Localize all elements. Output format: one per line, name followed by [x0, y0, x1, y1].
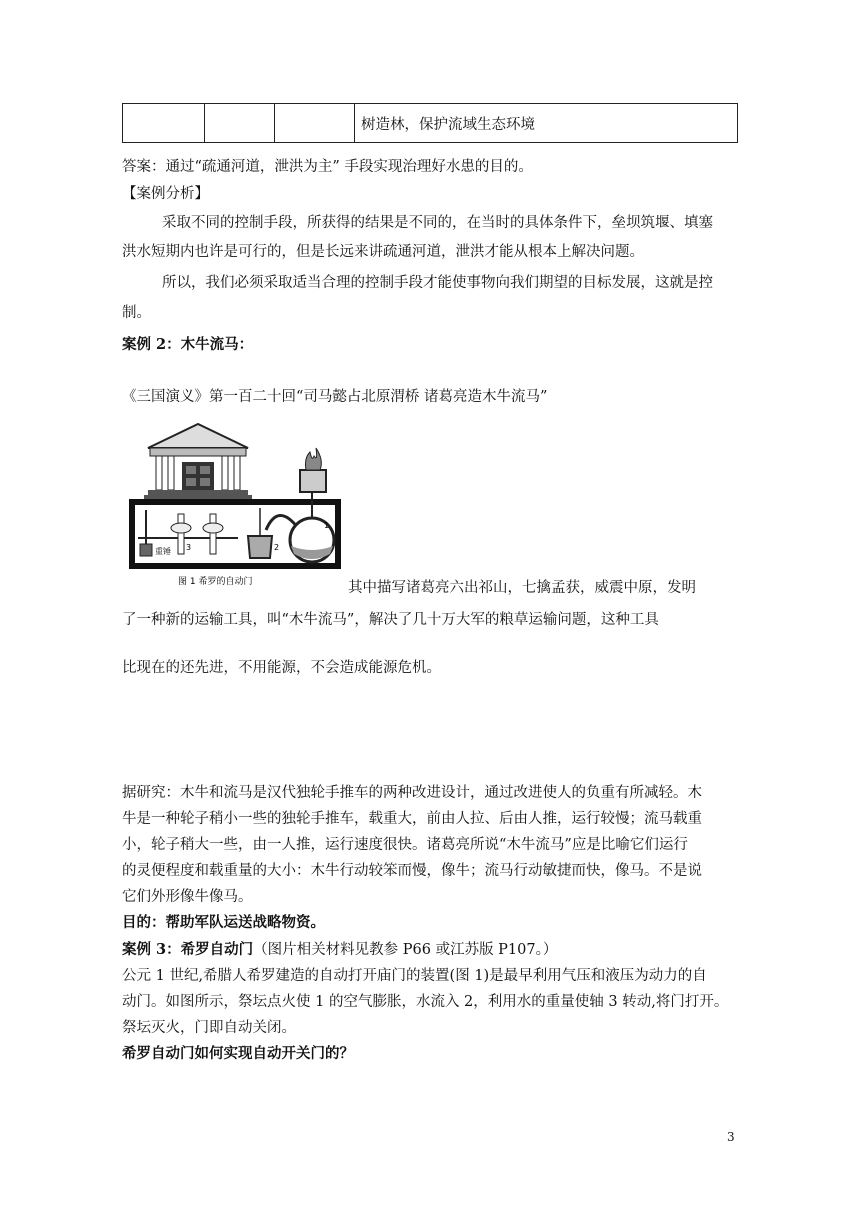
case3-line: 公元 1 世纪,希腊人希罗建造的自动打开庙门的装置(图 1)是最早利用气压和液压为动力的自 — [122, 968, 707, 984]
case3-line: 动门。如图所示，祭坛点火使 1 的空气膨胀，水流入 2，利用水的重量使轴 3 转动,将门打开。 — [122, 994, 729, 1010]
paragraph-line: 洪水短期内也许是可行的，但是长远来讲疏通河道，泄洪才能从根本上解决问题。 — [122, 244, 644, 260]
label-weight: 重锤 — [155, 547, 171, 556]
paragraph-line: 所以，我们必须采取适当合理的控制手段才能使事物向我们期望的目标发展，这就是控 — [162, 275, 713, 291]
label-3: 3 — [186, 543, 192, 552]
page-number: 3 — [727, 1130, 735, 1144]
case3-line: 祭坛灭火，门即自动关闭。 — [122, 1020, 296, 1036]
case3-heading — [122, 939, 557, 961]
case3-question: 希罗自动门如何实现自动开关门的？ — [122, 1045, 354, 1062]
paragraph-line: 了一种新的运输工具，叫“木牛流马”，解决了几十万大军的粮草运输问题，这种工具 — [122, 612, 659, 628]
research-line: 的灵便程度和载重量的大小：木牛行动较笨而慢，像牛；流马行动敏捷而快，像马。不是说 — [122, 863, 702, 879]
table-cell-empty — [123, 104, 205, 143]
continuation-table — [122, 103, 738, 143]
label-1: 1 — [324, 521, 330, 530]
case2-heading: 案例 2：木牛流马： — [122, 336, 254, 353]
table-cell-empty — [275, 104, 355, 143]
hero-automatic-door-figure — [128, 418, 342, 588]
research-line: 牛是一种轮子稍小一些的独轮手推车，载重大，前由人拉、后由人推，运行较慢；流马载重 — [122, 811, 702, 827]
case-analysis-heading: 【案例分析】 — [122, 186, 209, 202]
figure-caption: 图 1 希罗的自动门 — [178, 577, 253, 587]
purpose-line: 目的：帮助军队运送战略物资。 — [122, 914, 325, 931]
research-line: 据研究：木牛和流马是汉代独轮手推车的两种改进设计，通过改进使人的负重有所减轻。木 — [122, 785, 702, 801]
answer-line: 答案：通过“疏通河道，泄洪为主” 手段实现治理好水患的目的。 — [122, 159, 533, 175]
label-2: 2 — [274, 543, 280, 552]
research-line: 小，轮子稍大一些，由一人推，运行速度很快。诸葛亮所说“木牛流马”应是比喻它们运行 — [122, 837, 688, 853]
table-cell-measures: 树造林，保护流域生态环境 — [355, 104, 738, 143]
paragraph-line: 比现在的还先进，不用能源，不会造成能源危机。 — [122, 660, 441, 676]
hero-door-diagram — [128, 418, 342, 588]
paragraph-line: 制。 — [122, 305, 151, 321]
paragraph-line: 采取不同的控制手段，所获得的结果是不同的，在当时的具体条件下，垒坝筑堰、填塞 — [162, 215, 713, 231]
research-line: 它们外形像牛像马。 — [122, 889, 253, 905]
paragraph-line: 其中描写诸葛亮六出祁山，七擒孟获，威震中原，发明 — [348, 580, 696, 596]
case3-reference: （图片相关材料见教参 P66 或江苏版 P107。） — [253, 942, 558, 958]
sanguo-reference: 《三国演义》第一百二十回“司马懿占北原渭桥 诸葛亮造木牛流马” — [122, 389, 548, 405]
case3-title: 案例 3：希罗自动门 — [122, 941, 254, 958]
table-cell-empty — [205, 104, 275, 143]
